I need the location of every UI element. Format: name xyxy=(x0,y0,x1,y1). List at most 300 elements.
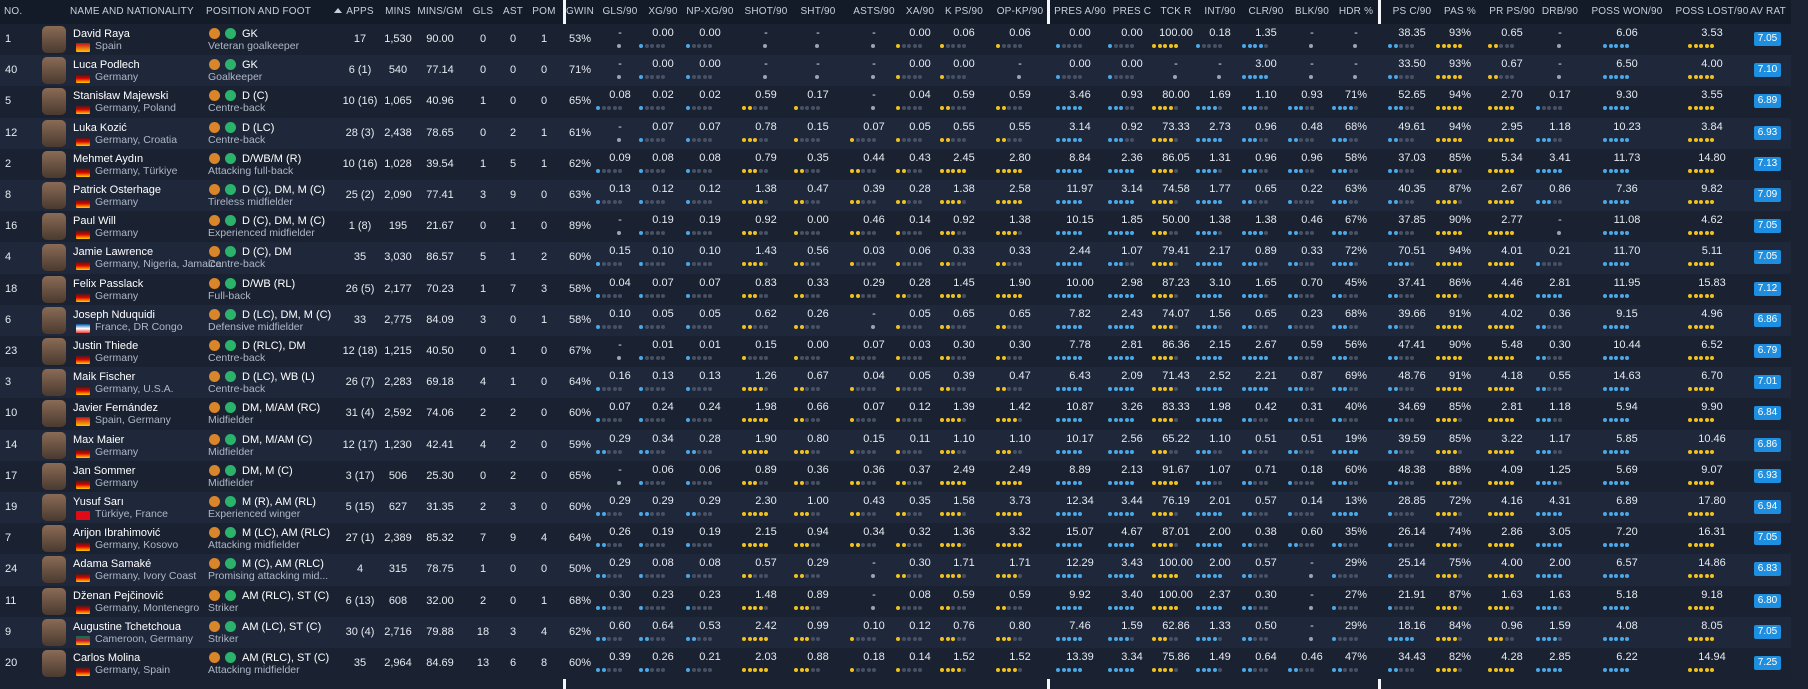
column-header[interactable]: PAS % xyxy=(1444,6,1476,17)
stat-value: 11.73 xyxy=(1613,151,1641,164)
stat-value: 0.30 xyxy=(609,588,631,601)
player-avatar[interactable] xyxy=(42,338,66,365)
stat-rating-dots xyxy=(1488,512,1538,517)
stat-value: 10.17 xyxy=(1066,432,1094,445)
stat-rating-dots xyxy=(1436,418,1486,423)
stat-pom: 0 xyxy=(540,64,548,77)
stat-value: 0.04 xyxy=(863,370,885,383)
stat-value: 0.46 xyxy=(1301,651,1323,663)
table-row[interactable] xyxy=(0,367,1791,398)
player-role: Centre-back xyxy=(208,352,266,364)
stat-rating-dots xyxy=(940,262,990,267)
stat-value: - xyxy=(764,27,768,39)
column-header[interactable]: AST xyxy=(502,6,524,17)
stat-rating-dots xyxy=(794,387,844,392)
table-row[interactable] xyxy=(0,430,1791,461)
stat-rating-dots xyxy=(639,450,689,455)
player-avatar[interactable] xyxy=(42,26,66,53)
stat-rating-dots xyxy=(686,138,736,143)
stat-value: 0.89 xyxy=(755,463,777,476)
player-avatar[interactable] xyxy=(42,588,66,615)
player-name[interactable]: Dženan Pejčinović xyxy=(73,589,164,602)
stat-value: 37.03 xyxy=(1398,151,1426,164)
stat-value: 1.59 xyxy=(1549,619,1571,632)
stat-value: 48.38 xyxy=(1398,463,1426,476)
stat-rating-dots xyxy=(1332,450,1382,455)
stat-rating-dots xyxy=(1108,44,1158,49)
column-header[interactable]: AV RAT xyxy=(1750,6,1786,17)
player-avatar[interactable] xyxy=(42,151,66,178)
stat-value: 2.13 xyxy=(1121,463,1143,476)
stat-rating-dots xyxy=(1196,231,1246,236)
stat-mpg: 86.57 xyxy=(426,251,454,264)
stat-mins: 1,065 xyxy=(384,95,412,108)
stat-value: 2.80 xyxy=(1009,151,1031,164)
stat-value: 1.98 xyxy=(755,401,777,414)
stat-rating-dots xyxy=(1152,668,1202,673)
column-header[interactable]: PRES A/90 xyxy=(1054,6,1106,17)
column-header[interactable]: XG/90 xyxy=(648,6,678,17)
table-row[interactable] xyxy=(0,149,1791,180)
sort-ascending-icon[interactable] xyxy=(334,8,342,13)
stat-value: 0.18 xyxy=(863,651,885,663)
stat-value: 6.43 xyxy=(1069,370,1091,383)
stat-value: 0.96 xyxy=(1501,619,1523,632)
stat-mpg: 77.14 xyxy=(426,64,454,77)
stat-value: 26.14 xyxy=(1398,526,1426,539)
stat-value: 0.34 xyxy=(863,526,885,539)
stat-value: 2.81 xyxy=(1501,401,1523,414)
stat-value: 0.59 xyxy=(1009,89,1031,102)
stat-rating-dots xyxy=(686,418,736,423)
stat-rating-dots xyxy=(1288,231,1338,236)
player-nationality: Germany xyxy=(95,352,139,364)
column-header[interactable]: APPS xyxy=(346,6,374,17)
position-familiarity-icon xyxy=(209,215,220,226)
stat-rating-dots xyxy=(996,668,1046,673)
stat-rating-dots xyxy=(850,668,900,673)
player-avatar[interactable] xyxy=(42,494,66,521)
player-name[interactable]: Jan Sommer xyxy=(73,464,136,477)
stat-value: 0.23 xyxy=(652,588,674,601)
player-name[interactable]: Max Maier xyxy=(73,433,125,446)
stat-ast: 3 xyxy=(509,625,517,638)
stat-value: 9.30 xyxy=(1616,89,1638,102)
stat-rating-dots xyxy=(1688,606,1738,611)
player-avatar[interactable] xyxy=(42,213,66,240)
stat-value: 14.63 xyxy=(1613,370,1641,383)
table-row[interactable] xyxy=(0,617,1791,648)
stat-value: 0.55 xyxy=(1009,120,1031,133)
table-row[interactable] xyxy=(0,86,1791,117)
stat-rating-dots xyxy=(896,262,946,267)
stat-value: 0.13 xyxy=(609,183,631,195)
player-name[interactable]: Stanisław Majewski xyxy=(73,90,169,103)
player-avatar[interactable] xyxy=(42,307,66,334)
table-row[interactable] xyxy=(0,492,1791,523)
stat-rating-dots xyxy=(1388,512,1438,517)
stat-value: 7.36 xyxy=(1616,183,1638,195)
stat-rating-dots xyxy=(1108,481,1158,486)
stat-rating-dots xyxy=(1309,606,1315,611)
column-header[interactable]: SHT/90 xyxy=(800,6,836,17)
column-header[interactable]: SHOT/90 xyxy=(744,6,788,17)
stat-value: 86% xyxy=(1448,276,1472,289)
stat-value: 12.29 xyxy=(1066,557,1094,570)
player-name[interactable]: Javier Fernández xyxy=(73,402,158,415)
stat-rating-dots xyxy=(794,325,844,330)
stat-rating-dots xyxy=(1152,512,1202,517)
stat-rating-dots xyxy=(1288,138,1338,143)
stat-mins: 2,090 xyxy=(384,189,412,201)
stat-rating-dots xyxy=(742,574,792,579)
player-position: M (LC), AM (RLC) xyxy=(242,527,330,540)
stat-apps: 26 (7) xyxy=(345,376,375,389)
stat-value: 0.46 xyxy=(863,214,885,227)
stat-value: 0.30 xyxy=(953,339,975,351)
stat-rating-dots xyxy=(1388,574,1438,579)
foot-preference-icon xyxy=(225,246,236,257)
stat-gwin: 89% xyxy=(568,220,592,233)
player-role: Veteran goalkeeper xyxy=(208,40,300,52)
player-name[interactable]: Yusuf Sarı xyxy=(73,496,124,508)
player-role: Attacking midfielder xyxy=(208,539,300,552)
stat-value: 0.04 xyxy=(609,276,631,289)
player-avatar[interactable] xyxy=(42,400,66,427)
stat-value: 3.41 xyxy=(1549,151,1571,164)
table-row[interactable] xyxy=(0,118,1791,149)
player-name[interactable]: Joseph Nduquidi xyxy=(73,308,155,321)
stat-value: 5.18 xyxy=(1616,588,1638,601)
stat-rating-dots xyxy=(1688,450,1738,455)
player-name[interactable]: Augustine Tchetchoua xyxy=(73,620,182,633)
stat-ast: 2 xyxy=(509,438,517,451)
stat-rating-dots xyxy=(850,543,900,548)
stat-value: 0.10 xyxy=(699,245,721,258)
stat-rating-dots xyxy=(1436,231,1486,236)
player-name[interactable]: Luca Podlech xyxy=(73,59,140,72)
column-header[interactable]: MINS xyxy=(385,6,411,17)
stat-value: 3.26 xyxy=(1121,401,1143,414)
stat-value: 0.64 xyxy=(652,619,674,632)
stat-value: 91.67 xyxy=(1162,463,1190,476)
stat-rating-dots xyxy=(639,262,689,267)
position-familiarity-icon xyxy=(209,434,220,445)
column-header[interactable]: POSITION AND FOOT xyxy=(206,6,312,17)
column-header[interactable]: PRES C xyxy=(1112,6,1152,17)
stat-value: 0.29 xyxy=(609,495,631,507)
table-row[interactable] xyxy=(0,242,1791,273)
stat-value: 33.50 xyxy=(1398,58,1426,71)
column-header[interactable]: DRB/90 xyxy=(1541,6,1579,17)
player-name[interactable]: Carlos Molina xyxy=(73,652,141,664)
stat-rating-dots xyxy=(1288,169,1338,174)
stat-value: 2.95 xyxy=(1501,120,1523,133)
column-header[interactable]: POSS WON/90 xyxy=(1591,6,1663,17)
stat-rating-dots xyxy=(794,450,844,455)
column-header[interactable]: BLK/90 xyxy=(1294,6,1329,17)
stat-value: 1.38 xyxy=(1255,214,1277,227)
player-avatar[interactable] xyxy=(42,244,66,271)
stat-value: 6.89 xyxy=(1616,495,1638,507)
column-header[interactable]: K PS/90 xyxy=(944,6,984,17)
stat-value: 0.89 xyxy=(1255,245,1277,258)
foot-preference-icon xyxy=(225,309,236,320)
player-avatar[interactable] xyxy=(42,120,66,147)
stat-value: 0.79 xyxy=(755,151,777,164)
player-avatar[interactable] xyxy=(42,369,66,396)
stat-value: 1.48 xyxy=(755,588,777,601)
stat-rating-dots xyxy=(996,106,1046,111)
column-header[interactable]: PS C/90 xyxy=(1392,6,1432,17)
stat-apps: 10 (16) xyxy=(342,157,378,170)
table-row[interactable] xyxy=(0,55,1791,86)
stat-rating-dots xyxy=(617,231,623,236)
stat-value: 0.39 xyxy=(609,651,631,663)
stat-rating-dots xyxy=(1332,231,1382,236)
stat-rating-dots xyxy=(896,169,946,174)
player-avatar[interactable] xyxy=(42,525,66,552)
stat-value: 1.38 xyxy=(1209,214,1231,227)
stat-apps: 1 (8) xyxy=(348,220,372,233)
table-row[interactable] xyxy=(0,274,1791,305)
column-header[interactable]: MINS/GM xyxy=(417,6,463,17)
stat-gls: 4 xyxy=(479,438,487,451)
stat-value: 1.77 xyxy=(1209,183,1231,195)
table-row[interactable] xyxy=(0,586,1791,617)
player-position: DM, M (C) xyxy=(242,464,293,477)
column-header[interactable]: PR PS/90 xyxy=(1489,6,1535,17)
table-row[interactable] xyxy=(0,211,1791,242)
column-header[interactable]: GLS/90 xyxy=(602,6,638,17)
column-header[interactable]: GWIN xyxy=(565,6,595,17)
stat-mpg: 39.54 xyxy=(426,157,454,170)
column-header[interactable]: POSS LOST/90 xyxy=(1675,6,1749,17)
stat-rating-dots xyxy=(1309,637,1315,642)
stat-rating-dots xyxy=(850,481,900,486)
table-row[interactable] xyxy=(0,305,1791,336)
table-row[interactable] xyxy=(0,398,1791,429)
player-name[interactable]: Jamie Lawrence xyxy=(73,246,154,259)
stat-value: 0.36 xyxy=(807,463,829,476)
player-avatar[interactable] xyxy=(42,650,66,677)
table-row[interactable] xyxy=(0,554,1791,585)
stat-rating-dots xyxy=(1152,574,1202,579)
player-name[interactable]: Felix Passlack xyxy=(73,277,144,290)
player-avatar[interactable] xyxy=(42,57,66,84)
nationality-flag-icon xyxy=(76,667,90,676)
stat-rating-dots xyxy=(850,418,900,423)
player-name[interactable]: Mehmet Aydın xyxy=(73,152,144,165)
stat-rating-dots xyxy=(1152,637,1202,642)
stat-rating-dots xyxy=(1603,637,1653,642)
stat-value: 0.29 xyxy=(609,557,631,570)
foot-preference-icon xyxy=(225,652,236,663)
stat-rating-dots xyxy=(815,44,821,49)
stat-value: 0.15 xyxy=(807,120,829,133)
stat-value: - xyxy=(618,27,622,39)
stat-gls: 1 xyxy=(479,95,487,108)
stat-rating-dots xyxy=(1388,325,1438,330)
stat-value: - xyxy=(872,557,876,570)
table-row[interactable] xyxy=(0,648,1791,679)
stat-rating-dots xyxy=(1603,262,1653,267)
stat-rating-dots xyxy=(742,106,792,111)
stat-rating-dots xyxy=(1536,106,1586,111)
stat-rating-dots xyxy=(1557,75,1563,80)
position-familiarity-icon xyxy=(209,153,220,164)
stat-rating-dots xyxy=(1688,668,1738,673)
column-header[interactable]: TCK R xyxy=(1160,6,1192,17)
player-role: Striker xyxy=(208,632,239,645)
column-header[interactable]: NO. xyxy=(4,6,23,17)
stat-value: 0.92 xyxy=(1121,120,1143,133)
stat-value: 6.52 xyxy=(1701,339,1723,351)
stat-rating-dots xyxy=(1056,106,1106,111)
stat-value: 0.00 xyxy=(652,27,674,39)
stat-rating-dots xyxy=(896,512,946,517)
stat-value: 0.47 xyxy=(1009,370,1031,383)
stat-rating-dots xyxy=(940,387,990,392)
stat-gls: 0 xyxy=(479,126,487,139)
stat-rating-dots xyxy=(1388,450,1438,455)
stat-gls: 0 xyxy=(479,33,487,45)
nationality-flag-icon xyxy=(76,573,90,582)
player-nationality: Germany xyxy=(95,71,139,84)
column-header[interactable]: HDR % xyxy=(1338,6,1374,17)
stat-gls: 0 xyxy=(479,220,487,233)
stat-value: 39.66 xyxy=(1398,307,1426,320)
stat-value: 15.07 xyxy=(1066,526,1094,539)
stat-mins: 2,283 xyxy=(384,376,412,389)
player-name[interactable]: Justin Thiede xyxy=(73,340,139,352)
foot-preference-icon xyxy=(225,90,236,101)
stat-value: 2.00 xyxy=(1549,557,1571,570)
stat-rating-dots xyxy=(639,200,689,205)
table-row[interactable] xyxy=(0,523,1791,554)
column-header[interactable]: NP-XG/90 xyxy=(686,6,734,17)
player-name[interactable]: Paul Will xyxy=(73,215,116,228)
stat-ast: 1 xyxy=(509,220,517,233)
player-role: Tireless midfielder xyxy=(208,196,293,208)
column-header[interactable]: POM xyxy=(532,6,556,17)
stat-value: - xyxy=(816,27,820,39)
player-avatar[interactable] xyxy=(42,432,66,459)
stat-value: 2.81 xyxy=(1121,339,1143,351)
stat-value: 2.85 xyxy=(1549,651,1571,663)
player-avatar[interactable] xyxy=(42,556,66,583)
table-row[interactable] xyxy=(0,336,1791,367)
player-name[interactable]: Luka Kozić xyxy=(73,121,127,134)
stat-pom: 1 xyxy=(540,594,548,607)
stat-value: 0.48 xyxy=(1301,120,1323,133)
stat-gwin: 64% xyxy=(568,376,592,389)
position-familiarity-icon xyxy=(209,122,220,133)
column-header[interactable]: XA/90 xyxy=(905,6,935,17)
stat-rating-dots xyxy=(1688,325,1738,330)
position-familiarity-icon xyxy=(209,621,220,632)
stat-value: 0.07 xyxy=(652,120,674,133)
stat-rating-dots xyxy=(1242,356,1292,361)
stat-mpg: 31.35 xyxy=(426,501,454,513)
player-name[interactable]: David Raya xyxy=(73,28,130,40)
stat-rating-dots xyxy=(996,450,1046,455)
stat-rating-dots xyxy=(1196,169,1246,174)
stat-value: 5.85 xyxy=(1616,432,1638,445)
player-avatar[interactable] xyxy=(42,88,66,115)
stat-rating-dots xyxy=(1436,294,1486,299)
stat-value: 0.15 xyxy=(863,432,885,445)
column-header[interactable]: ASTS/90 xyxy=(853,6,895,17)
position-familiarity-icon xyxy=(209,371,220,382)
stat-value: 4.67 xyxy=(1121,526,1143,539)
stat-rating-dots xyxy=(996,481,1046,486)
player-avatar[interactable] xyxy=(42,463,66,490)
stat-rating-dots xyxy=(896,75,946,80)
stat-value: 9.92 xyxy=(1069,588,1091,601)
player-name[interactable]: Patrick Osterhage xyxy=(73,184,162,196)
stat-value: 4.08 xyxy=(1616,619,1638,632)
column-header[interactable]: CLR/90 xyxy=(1248,6,1284,17)
stat-rating-dots xyxy=(850,356,900,361)
stat-rating-dots xyxy=(1488,138,1538,143)
table-row[interactable] xyxy=(0,461,1791,492)
stat-value: 100.00 xyxy=(1159,588,1193,601)
table-row[interactable] xyxy=(0,24,1791,55)
stat-pom: 1 xyxy=(540,33,548,45)
stat-rating-dots xyxy=(1242,481,1292,486)
stat-rating-dots xyxy=(1242,668,1292,673)
stat-mins: 2,716 xyxy=(384,625,412,638)
stat-value: - xyxy=(1174,58,1178,71)
stat-pom: 0 xyxy=(540,189,548,201)
player-name[interactable]: Arijon Ibrahimović xyxy=(73,527,161,540)
stat-value: 74.07 xyxy=(1162,307,1190,320)
player-avatar[interactable] xyxy=(42,276,66,303)
stat-value: 5.94 xyxy=(1616,401,1638,414)
foot-preference-icon xyxy=(225,153,236,164)
stat-rating-dots xyxy=(1332,294,1382,299)
player-nationality: Germany, Kosovo xyxy=(95,539,179,552)
player-name[interactable]: Adama Samaké xyxy=(73,558,152,571)
stat-value: 40% xyxy=(1344,401,1368,414)
player-name[interactable]: Maik Fischer xyxy=(73,371,136,384)
stat-pom: 0 xyxy=(540,501,548,513)
stat-value: 85% xyxy=(1448,401,1472,414)
stat-value: 94% xyxy=(1448,120,1472,133)
stat-mins: 1,530 xyxy=(384,33,412,45)
stat-rating-dots xyxy=(1242,387,1292,392)
player-avatar[interactable] xyxy=(42,182,66,209)
stat-rating-dots xyxy=(1488,325,1538,330)
stat-value: 6.50 xyxy=(1616,58,1638,71)
stat-rating-dots xyxy=(1436,75,1486,80)
column-header[interactable]: INT/90 xyxy=(1204,6,1236,17)
stat-value: 1.26 xyxy=(755,370,777,383)
column-header[interactable]: OP-KP/90 xyxy=(996,6,1044,17)
stat-rating-dots xyxy=(1196,44,1246,49)
stat-value: 0.12 xyxy=(699,183,721,195)
table-row[interactable] xyxy=(0,180,1791,211)
stat-value: 1.10 xyxy=(953,432,975,445)
column-header[interactable]: NAME AND NATIONALITY xyxy=(70,6,194,17)
stat-rating-dots xyxy=(996,606,1046,611)
stat-rating-dots xyxy=(1152,169,1202,174)
player-avatar[interactable] xyxy=(42,619,66,646)
column-header[interactable]: GLS xyxy=(472,6,494,17)
stat-value: 0.00 xyxy=(1069,58,1091,71)
stat-value: 94% xyxy=(1448,245,1472,258)
